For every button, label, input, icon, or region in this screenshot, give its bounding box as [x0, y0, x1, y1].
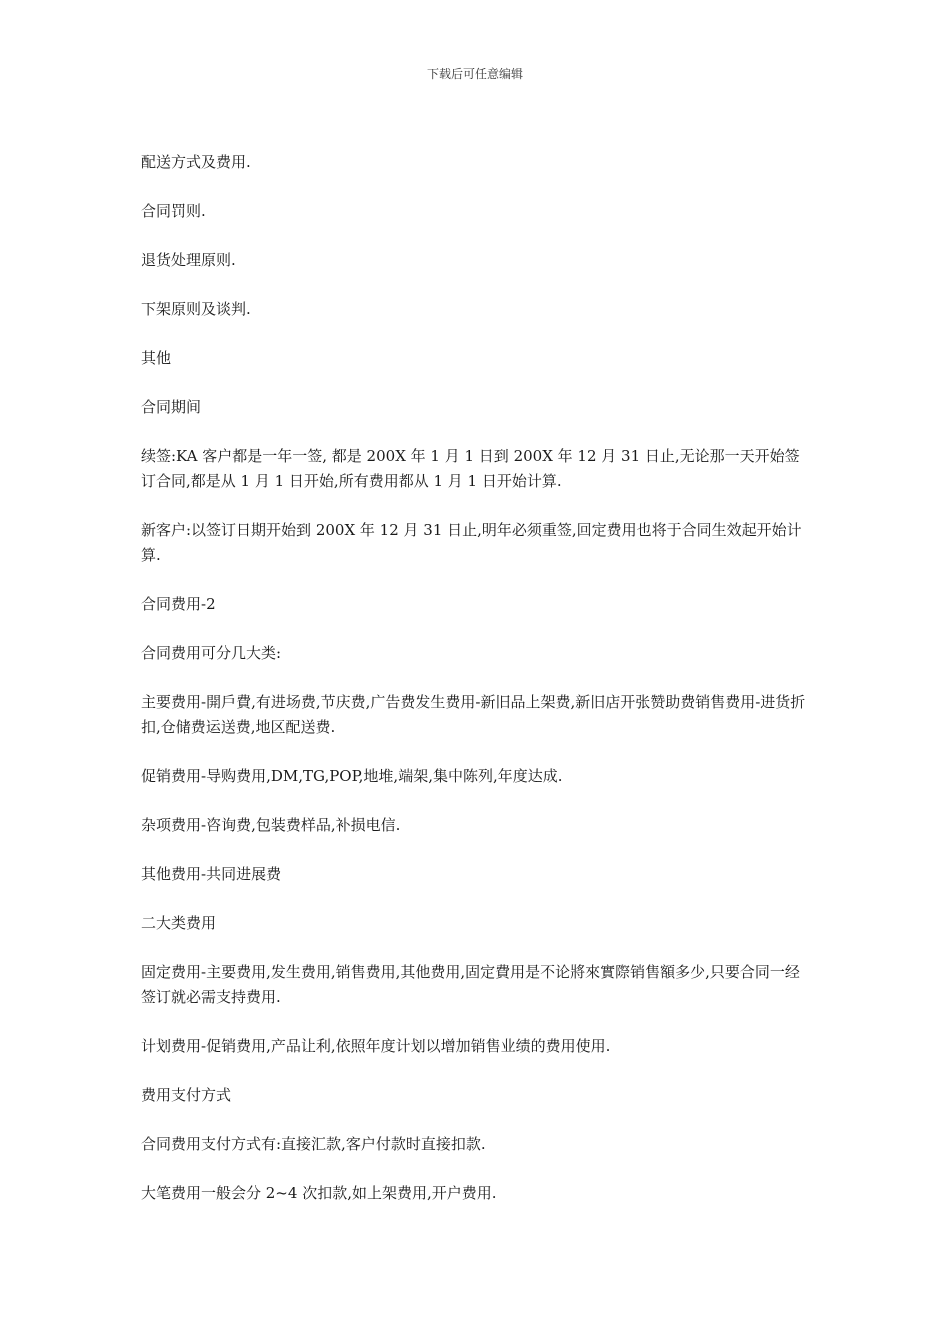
paragraph-fee-categories: 合同费用可分几大类: [141, 644, 282, 662]
paragraph-delisting-principle: 下架原则及谈判. [141, 300, 251, 318]
paragraph-two-categories: 二大类费用 [141, 914, 217, 932]
paragraph-return-principle: 退货处理原则. [141, 251, 236, 269]
paragraph-misc-fees: 杂项费用-咨询费,包装费样品,补损电信. [141, 816, 401, 834]
paragraph-other-fees: 其他费用-共同进展费 [141, 865, 282, 883]
document-body [141, 150, 813, 1230]
paragraph-contract-period: 合同期间 [141, 398, 202, 416]
paragraph-new-customer: 新客户:以签订日期开始到 200X 年 12 月 31 日止,明年必须重签,回定费用也将于合同生效起开始计算. [141, 521, 802, 564]
paragraph-payment-method-heading: 费用支付方式 [141, 1086, 232, 1104]
paragraph-planned-fees: 计划费用-促销费用,产品让利,依照年度计划以增加销售业绩的费用使用. [141, 1037, 611, 1055]
paragraph-renewal: 续签:KA 客户都是一年一签, 都是 200X 年 1 月 1 日到 200X 年 12 月 31 日止,无论那一天开始签订合同,都是从 1 月 1 日开始,所有费用都从 1 月 1 日开始计算. [141, 447, 800, 490]
paragraph-contract-fees-2: 合同费用-2 [141, 595, 216, 613]
paragraph-delivery-method: 配送方式及费用. [141, 153, 251, 171]
paragraph-fixed-fees: 固定费用-主要费用,发生费用,销售费用,其他费用,固定費用是不论將來實際销售額多少,只要合同一经签订就必需支持费用. [141, 963, 800, 1006]
paragraph-other: 其他 [141, 349, 172, 367]
paragraph-main-fees: 主要费用-開戶費,有进场费,节庆费,广告费发生费用-新旧品上架费,新旧店开张赞助费销售费用-进货折扣,仓储费运送费,地区配送费. [141, 693, 806, 736]
paragraph-contract-penalty: 合同罚则. [141, 202, 206, 220]
paragraph-promotion-fees: 促销费用-导购费用,DM,TG,POP,地堆,端架,集中陈列,年度达成. [141, 767, 563, 785]
paragraph-large-fees: 大笔费用一般会分 2~4 次扣款,如上架费用,开户费用. [141, 1184, 497, 1202]
page-header: 下载后可任意编辑 [426, 67, 523, 81]
paragraph-payment-methods: 合同费用支付方式有:直接汇款,客户付款时直接扣款. [141, 1135, 486, 1153]
